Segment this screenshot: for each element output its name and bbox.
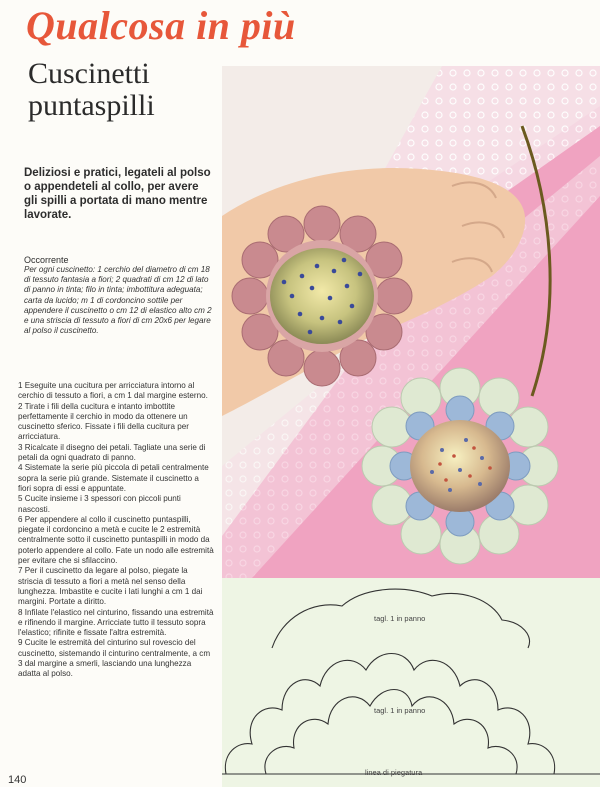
pattern-label-bottom: tagl. 1 in panno bbox=[374, 706, 426, 715]
petal-pattern bbox=[222, 578, 600, 787]
article-title: Cuscinetti puntaspilli bbox=[28, 57, 155, 122]
step-3: 3 Ricalcate il disegno dei petali. Tagliate una serie di petali da ogni quadrato di panno. bbox=[18, 442, 206, 463]
pattern-label-top: tagl. 1 in panno bbox=[374, 614, 426, 623]
step-6: 6 Per appendere al collo il cuscinetto puntaspilli, piegate il cordoncino a metà e cucite le 2 estremità centralmente sotto il cuscinetto puntaspilli in modo da poterlo appendere al collo. Fate un nodo alle estremità per evitare che si sfilaccino. bbox=[18, 514, 214, 566]
photo-illustration bbox=[222, 66, 600, 578]
intro-text: Deliziosi e pratici, legateli al polso o appendeteli al collo, per avere gli spilli a portata di mano mentre lavorate. bbox=[24, 167, 211, 221]
fold-line-label: linea di piegatura bbox=[365, 768, 423, 777]
step-1: 1 Eseguite una cucitura per arricciatura intorno al cerchio di tessuto a fiori, a cm 1 dal margine esterno. bbox=[18, 381, 208, 401]
materials-heading: Occorrente bbox=[24, 255, 69, 265]
page-number: 140 bbox=[8, 774, 27, 786]
step-9: 9 Cucite le estremità del cinturino sul rovescio del cuscinetto, sistemando il cinturino centralmente, a cm 3 dal margine a smerli, lasciando una lunghezza adatta al polso. bbox=[18, 638, 211, 679]
step-2: 2 Tirate i fili della cucitura e intanto imbottite perfettamente il cerchio in modo da ottenere un cuscinetto sferico. Fissate i fili della cucitura per arricciatura. bbox=[18, 401, 189, 442]
step-8: 8 Infilate l'elastico nel cinturino, fissando una estremità e rifinendo il margine. Arricciate tutto il tessuto sopra l'elastico; rifinite e fissate l'altra estremità. bbox=[18, 607, 214, 638]
pincushion-photo bbox=[222, 66, 600, 578]
section-title: Qualcosa in più bbox=[26, 3, 296, 48]
pattern-inner-scallops bbox=[265, 690, 517, 775]
instruction-steps bbox=[18, 381, 214, 680]
step-5: 5 Cucite insieme i 3 spessori con piccoli punti nascosti. bbox=[18, 494, 181, 514]
pattern-drawing bbox=[222, 578, 600, 787]
step-4: 4 Sistemate la serie più piccola di petali centralmente sopra la serie più grande. Sistemate il cuscinetto a fiori sopra di essi e appuntate. bbox=[18, 463, 209, 493]
materials-text: Per ogni cuscinetto: 1 cerchio del diametro di cm 18 di tessuto fantasia a fiori; 2 quadrati di cm 12 di lato di panno in tinta; filo in tinta; imbottitura adeguata; carta da lucido; m 1 di cordoncino sottile per appendere il cuscinetto o cm 12 di elastico alto cm 2 e una striscia di tessuto a fiori di cm 20x6 per legare al polso il cuscinetto. bbox=[24, 265, 212, 336]
step-7: 7 Per il cuscinetto da legare al polso, piegate la striscia di tessuto a fiori a metà nel senso della lunghezza. Imbastite e cucite i lati lunghi a cm 1 dai margini. Portate a diritto. bbox=[18, 566, 203, 607]
